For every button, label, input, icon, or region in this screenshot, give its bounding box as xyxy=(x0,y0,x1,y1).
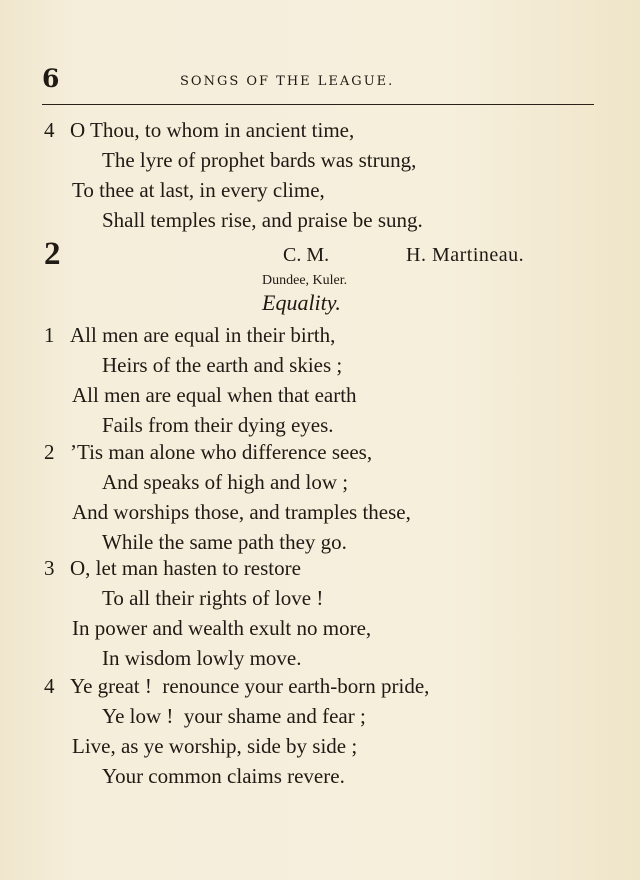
page-number: 6 xyxy=(42,64,60,93)
stanza-line: In power and wealth exult no more, xyxy=(72,616,372,640)
stanza-line: 2 ’Tis man alone who difference sees, xyxy=(44,437,604,467)
hymn-number: 2 xyxy=(44,236,61,272)
stanza-line: The lyre of prophet bards was strung, xyxy=(102,148,417,172)
stanza-line: Ye low ! your shame and fear ; xyxy=(102,704,366,728)
running-head: SONGS OF THE LEAGUE. xyxy=(180,74,395,89)
hymn-tunes: Dundee, Kuler. xyxy=(262,273,348,288)
stanza-line: To all their rights of love ! xyxy=(102,586,324,610)
stanza-3 xyxy=(44,553,604,673)
prev-stanza-4 xyxy=(44,115,604,235)
stanza-1 xyxy=(44,320,604,440)
stanza-line: Your common claims revere. xyxy=(102,764,345,788)
stanza-line: Heirs of the earth and skies ; xyxy=(102,353,343,377)
stanza-line: Shall temples rise, and praise be sung. xyxy=(102,208,423,232)
stanza-number: 4 xyxy=(44,118,55,142)
page-header xyxy=(40,64,592,98)
stanza-line: All men are equal when that earth xyxy=(72,383,357,407)
stanza-number: 1 xyxy=(44,323,55,347)
stanza-line: To thee at last, in every clime, xyxy=(72,178,325,202)
stanza-line: In wisdom lowly move. xyxy=(102,646,302,670)
hymn-title: Equality. xyxy=(262,290,341,315)
stanza-2 xyxy=(44,437,604,557)
stanza-line: And worships those, and tramples these, xyxy=(72,500,411,524)
stanza-line: 4 O Thou, to whom in ancient time, xyxy=(44,115,604,145)
stanza-line: 3 O, let man hasten to restore xyxy=(44,553,604,583)
stanza-number: 4 xyxy=(44,674,55,698)
stanza-line: Fails from their dying eyes. xyxy=(102,413,334,437)
stanza-number: 2 xyxy=(44,440,55,464)
stanza-line: While the same path they go. xyxy=(102,530,347,554)
hymn-author: H. Martineau. xyxy=(406,244,525,266)
hymn-meter: C. M. xyxy=(283,244,330,266)
header-rule xyxy=(42,104,594,105)
stanza-line: 1 All men are equal in their birth, xyxy=(44,320,604,350)
stanza-line: 4 Ye great ! renounce your earth-born pride, xyxy=(44,671,604,701)
stanza-line: And speaks of high and low ; xyxy=(102,470,349,494)
stanza-number: 3 xyxy=(44,556,55,580)
stanza-4 xyxy=(44,671,604,791)
stanza-line: Live, as ye worship, side by side ; xyxy=(72,734,358,758)
